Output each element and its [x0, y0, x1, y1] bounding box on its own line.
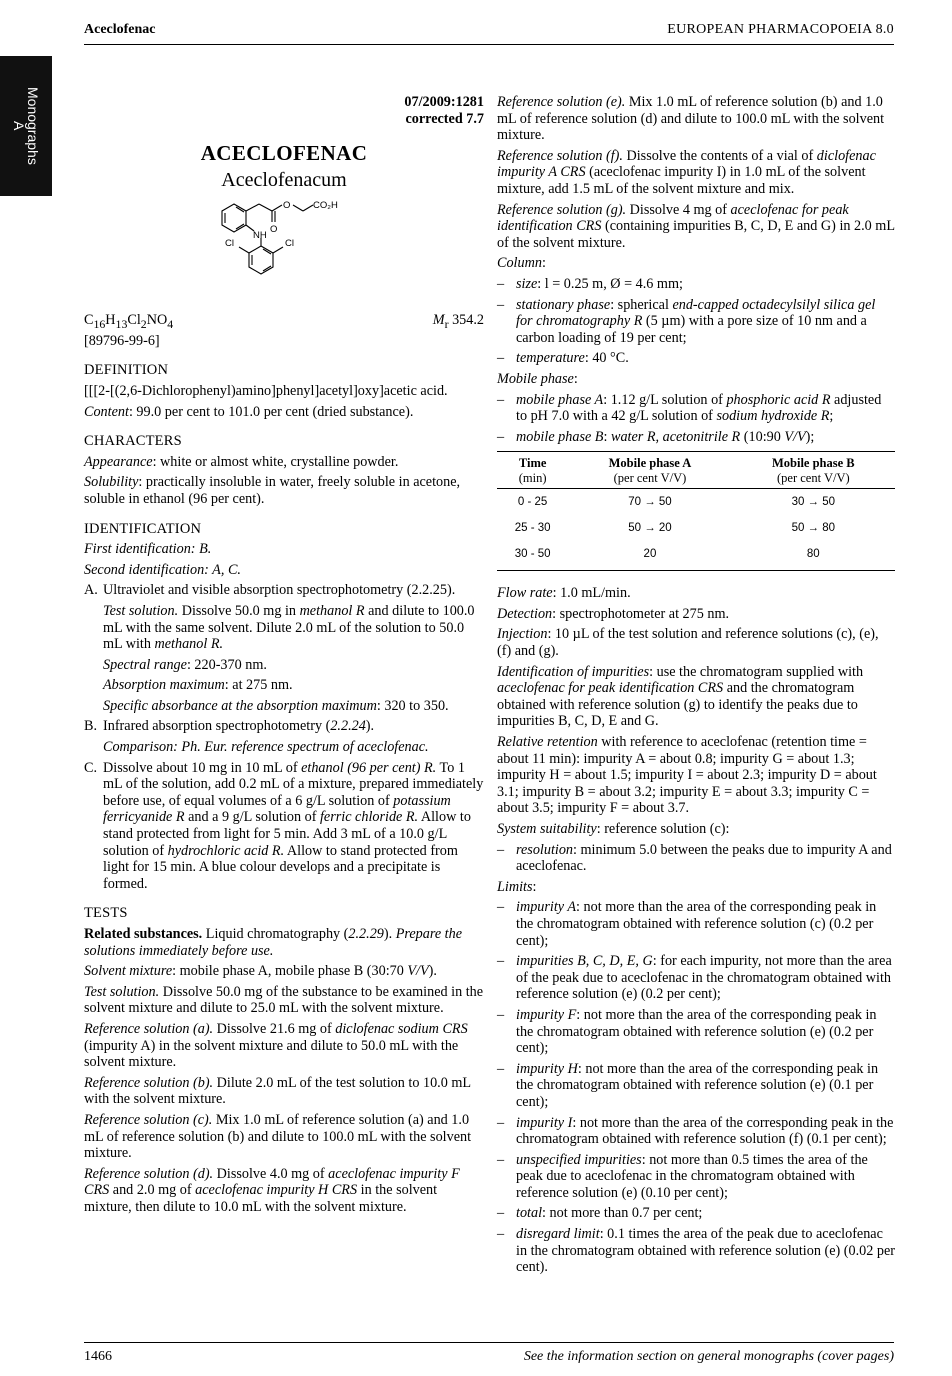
mobile-phase-heading: Mobile phase: [497, 370, 578, 387]
table-row: 0 - 25 70 → 50 30 → 50 [517, 495, 836, 508]
first-identification: First identification: B. [84, 541, 212, 558]
right-column [497, 94, 895, 1280]
solubility-text: Solubility: practically insoluble in water, freely soluble in acetone, soluble in ethanol (96 per cent). [84, 474, 461, 507]
table-header-mobile-a: Mobile phase A [568, 452, 731, 472]
appearance-text: Appearance: white or almost white, crystalline powder. [84, 453, 399, 470]
carbonyl-oxygen-label: O [270, 224, 278, 236]
id-b-comparison: Comparison: Ph. Eur. reference spectrum of aceclofenac. [103, 739, 429, 756]
monograph-reference: 07/2009:1281 corrected 7.7 [404, 94, 484, 127]
limits-heading: Limits: [497, 878, 537, 895]
cas-number: [89796-99-6] [84, 332, 160, 349]
table-subheader-min: (min) [497, 471, 568, 489]
running-header-title: Aceclofenac [84, 22, 156, 37]
table-subheader-a-unit: (per cent V/V) [568, 471, 731, 489]
reference-solution-g: Reference solution (g). Dissolve 4 mg of aceclofenac for peak identification CRS (containing impurities B, C, D, E and G) in 2.0 mL of the solvent mixture. [497, 201, 895, 251]
header-rule [84, 44, 894, 45]
reference-solution-f: Reference solution (f). Dissolve the contents of a vial of diclofenac impurity A CRS (aceclofenac impurity I) in 1.0 mL of the solvent mixture, add 1.5 mL of the solvent mixture and mix. [497, 147, 876, 197]
id-a-specific-absorbance: Specific absorbance at the absorption maximum: 320 to 350. [103, 697, 449, 714]
limit-item: – impurity H: not more than the area of the corresponding peak in the chromatogram obtained with reference solution (e) (0.1 per cent); [497, 1060, 879, 1110]
column-size: – size: l = 0.25 m, Ø = 4.6 mm; [497, 275, 683, 292]
solvent-mixture: Solvent mixture: mobile phase A, mobile phase B (30:70 V/V). [84, 963, 437, 980]
injection: Injection: 10 µL of the test solution and reference solutions (c), (e), (f) and (g). [497, 626, 879, 660]
definition-text: [[[2-[(2,6-Dichlorophenyl)amino]phenyl]acetyl]oxy]acetic acid. [84, 382, 448, 399]
running-header-publication: EUROPEAN PHARMACOPOEIA 8.0 [667, 22, 894, 37]
second-identification: Second identification: A, C. [84, 561, 241, 578]
monograph-title: ACECLOFENAC [200, 141, 368, 166]
column-heading: Column: [497, 255, 546, 272]
limit-item: – disregard limit: 0.1 times the area of the peak due to aceclofenac in the chromatogram obtained with reference solution (e) (0.02 per cent). [497, 1226, 895, 1276]
system-suitability: System suitability: reference solution (c): [497, 821, 730, 837]
table-header-mobile-b: Mobile phase B [732, 452, 895, 472]
id-a-test-solution: Test solution. Dissolve 50.0 mg in methanol R and dilute to 100.0 mL with the same solvent. Dilute 2.0 mL of the solution to 50.0 mL with methanol R. [103, 602, 475, 653]
reference-solution-b: Reference solution (b). Dilute 2.0 mL of the test solution to 10.0 mL with the solvent mixture. [84, 1074, 471, 1108]
column-temperature: – temperature: 40 °C. [497, 350, 629, 367]
resolution: – resolution: minimum 5.0 between the peaks due to impurity A and aceclofenac. [497, 841, 892, 875]
column-stationary-phase: – stationary phase: spherical end-capped octadecylsilyl silica gel for chromatography R (5 µm) with a pore size of 10 nm and a carbon loading of 19 per cent; [497, 296, 876, 346]
id-a-spectral-range: Spectral range: 220-370 nm. [103, 656, 267, 673]
page-number: 1466 [84, 1349, 112, 1364]
mobile-phase-a: – mobile phase A: 1.12 g/L solution of phosphoric acid R adjusted to pH 7.0 with a 42 g/L solution of sodium hydroxide R; [497, 391, 882, 425]
identification-c: C. Dissolve about 10 mg in 10 mL of ethanol (96 per cent) R. To 1 mL of the solution, add 0.2 mL of a mixture, prepared immediately before use, of equal volumes of a 6 g/L solution of potassium ferricyanide R and a 9 g/L solution of ferric chloride R. Allow to stand protected from light for 5 min. Add 3 mL of a 10.0 g/L solution of hydrochloric acid R. Allow to stand protected from light for 15 min. A blue colour develops and a precipitate is formed. [84, 759, 484, 892]
molecular-formula-row [84, 312, 484, 332]
limit-item: – impurity A: not more than the area of the corresponding peak in the chromatogram obtained with reference solution (c) (0.2 per cent); [497, 899, 877, 949]
identification-of-impurities: Identification of impurities: use the chromatogram supplied with aceclofenac for peak identification CRS and the chromatogram obtained with reference solution (g) to identify the peaks due to impurities B, C, D, E and G. [497, 663, 864, 730]
carboxyl-label: CO₂H [313, 200, 338, 212]
reference-solution-a: Reference solution (a). Dissolve 21.6 mg of diclofenac sodium CRS (impurity A) in the solvent mixture and dilute to 50.0 mL with the solvent mixture. [84, 1020, 468, 1071]
gradient-table [497, 451, 895, 571]
table-row: 25 - 30 50 → 20 50 → 80 [514, 521, 836, 534]
footer-rule [84, 1342, 894, 1343]
left-column [84, 94, 484, 1220]
mobile-phase-b: – mobile phase B: water R, acetonitrile R (10:90 V/V); [497, 428, 815, 445]
reference-solution-d: Reference solution (d). Dissolve 4.0 mg of aceclofenac impurity F CRS and 2.0 mg of aceclofenac impurity H CRS in the solvent mixture, then dilute to 10.0 mL with the solvent mixture. [84, 1165, 460, 1215]
table-row: 30 - 50 20 80 [497, 541, 895, 571]
limit-item: – impurity I: not more than the area of the corresponding peak in the chromatogram obtained with reference solution (f) (0.1 per cent); [497, 1114, 894, 1148]
related-substances: Related substances. Liquid chromatography (2.2.29). Prepare the solutions immediately before use. [84, 926, 463, 959]
characters-heading: CHARACTERS [84, 433, 182, 450]
table-subheader-b-unit: (per cent V/V) [732, 471, 895, 489]
limit-item: – impurities B, C, D, E, G: for each impurity, not more than the area of the peak due to aceclofenac in the chromatogram obtained with reference solution (e) (0.2 per cent); [497, 953, 892, 1003]
identification-heading: IDENTIFICATION [84, 520, 202, 537]
tests-heading: TESTS [84, 905, 128, 922]
relative-molecular-mass: $M_r$ 354.2 [432, 312, 484, 332]
limit-item: – total: not more than 0.7 per cent; [497, 1205, 703, 1222]
molecular-formula: $C_{16}H_{13}Cl_2NO_4$ [84, 312, 174, 332]
footer-note: See the information section on general monographs (cover pages) [523, 1349, 894, 1364]
limit-item: – impurity F: not more than the area of the corresponding peak in the chromatogram obtained with reference solution (e) (0.2 per cent); [497, 1006, 877, 1057]
chlorine-right-label: Cl [285, 238, 294, 250]
flow-rate: Flow rate: 1.0 mL/min. [497, 585, 631, 602]
oxygen-label: O [283, 200, 291, 212]
nh-label: NH [253, 230, 267, 242]
content-text: Content: 99.0 per cent to 101.0 per cent (dried substance). [84, 403, 414, 420]
latin-name: Aceclofenacum [221, 168, 347, 191]
detection: Detection: spectrophotometer at 275 nm. [497, 605, 730, 622]
chlorine-left-label: Cl [225, 238, 234, 250]
chemical-structure-diagram [199, 194, 369, 298]
identification-b: B. Infrared absorption spectrophotometry (2.2.24). [84, 718, 375, 735]
reference-solution-c: Reference solution (c). Mix 1.0 mL of reference solution (a) and 1.0 mL of reference solution (b) and dilute to 100.0 mL with the solvent mixture. [84, 1111, 472, 1162]
id-a-absorption-maximum: Absorption maximum: at 275 nm. [103, 677, 293, 694]
table-header-time: Time [497, 452, 568, 472]
limit-item: – unspecified impurities: not more than 0.5 times the area of the peak due to aceclofenac in the chromatogram obtained with reference solution (e) (0.10 per cent); [497, 1151, 868, 1201]
relative-retention: Relative retention with reference to aceclofenac (retention time = about 11 min): impurity A = about 0.8; impurity G = about 1.3; impurity H = about 1.5; impurity I = about 2.3; impurity D = about 3.1; impurity B = about 3.2; impurity E = about 3.3; impurity C = about 3.5; impurity F = about 3.7. [497, 734, 877, 817]
definition-heading: DEFINITION [84, 362, 169, 379]
monographs-side-tab: Monographs A [0, 56, 52, 196]
test-solution: Test solution. Dissolve 50.0 mg of the substance to be examined in the solvent mixture and dilute to 25.0 mL with the solvent mixture. [84, 983, 484, 1017]
reference-solution-e: Reference solution (e). Mix 1.0 mL of reference solution (b) and 1.0 mL of reference solution (d) and dilute to 100.0 mL with the solvent mixture. [497, 94, 885, 144]
identification-a: A. Ultraviolet and visible absorption spectrophotometry (2.2.25). [84, 582, 456, 599]
